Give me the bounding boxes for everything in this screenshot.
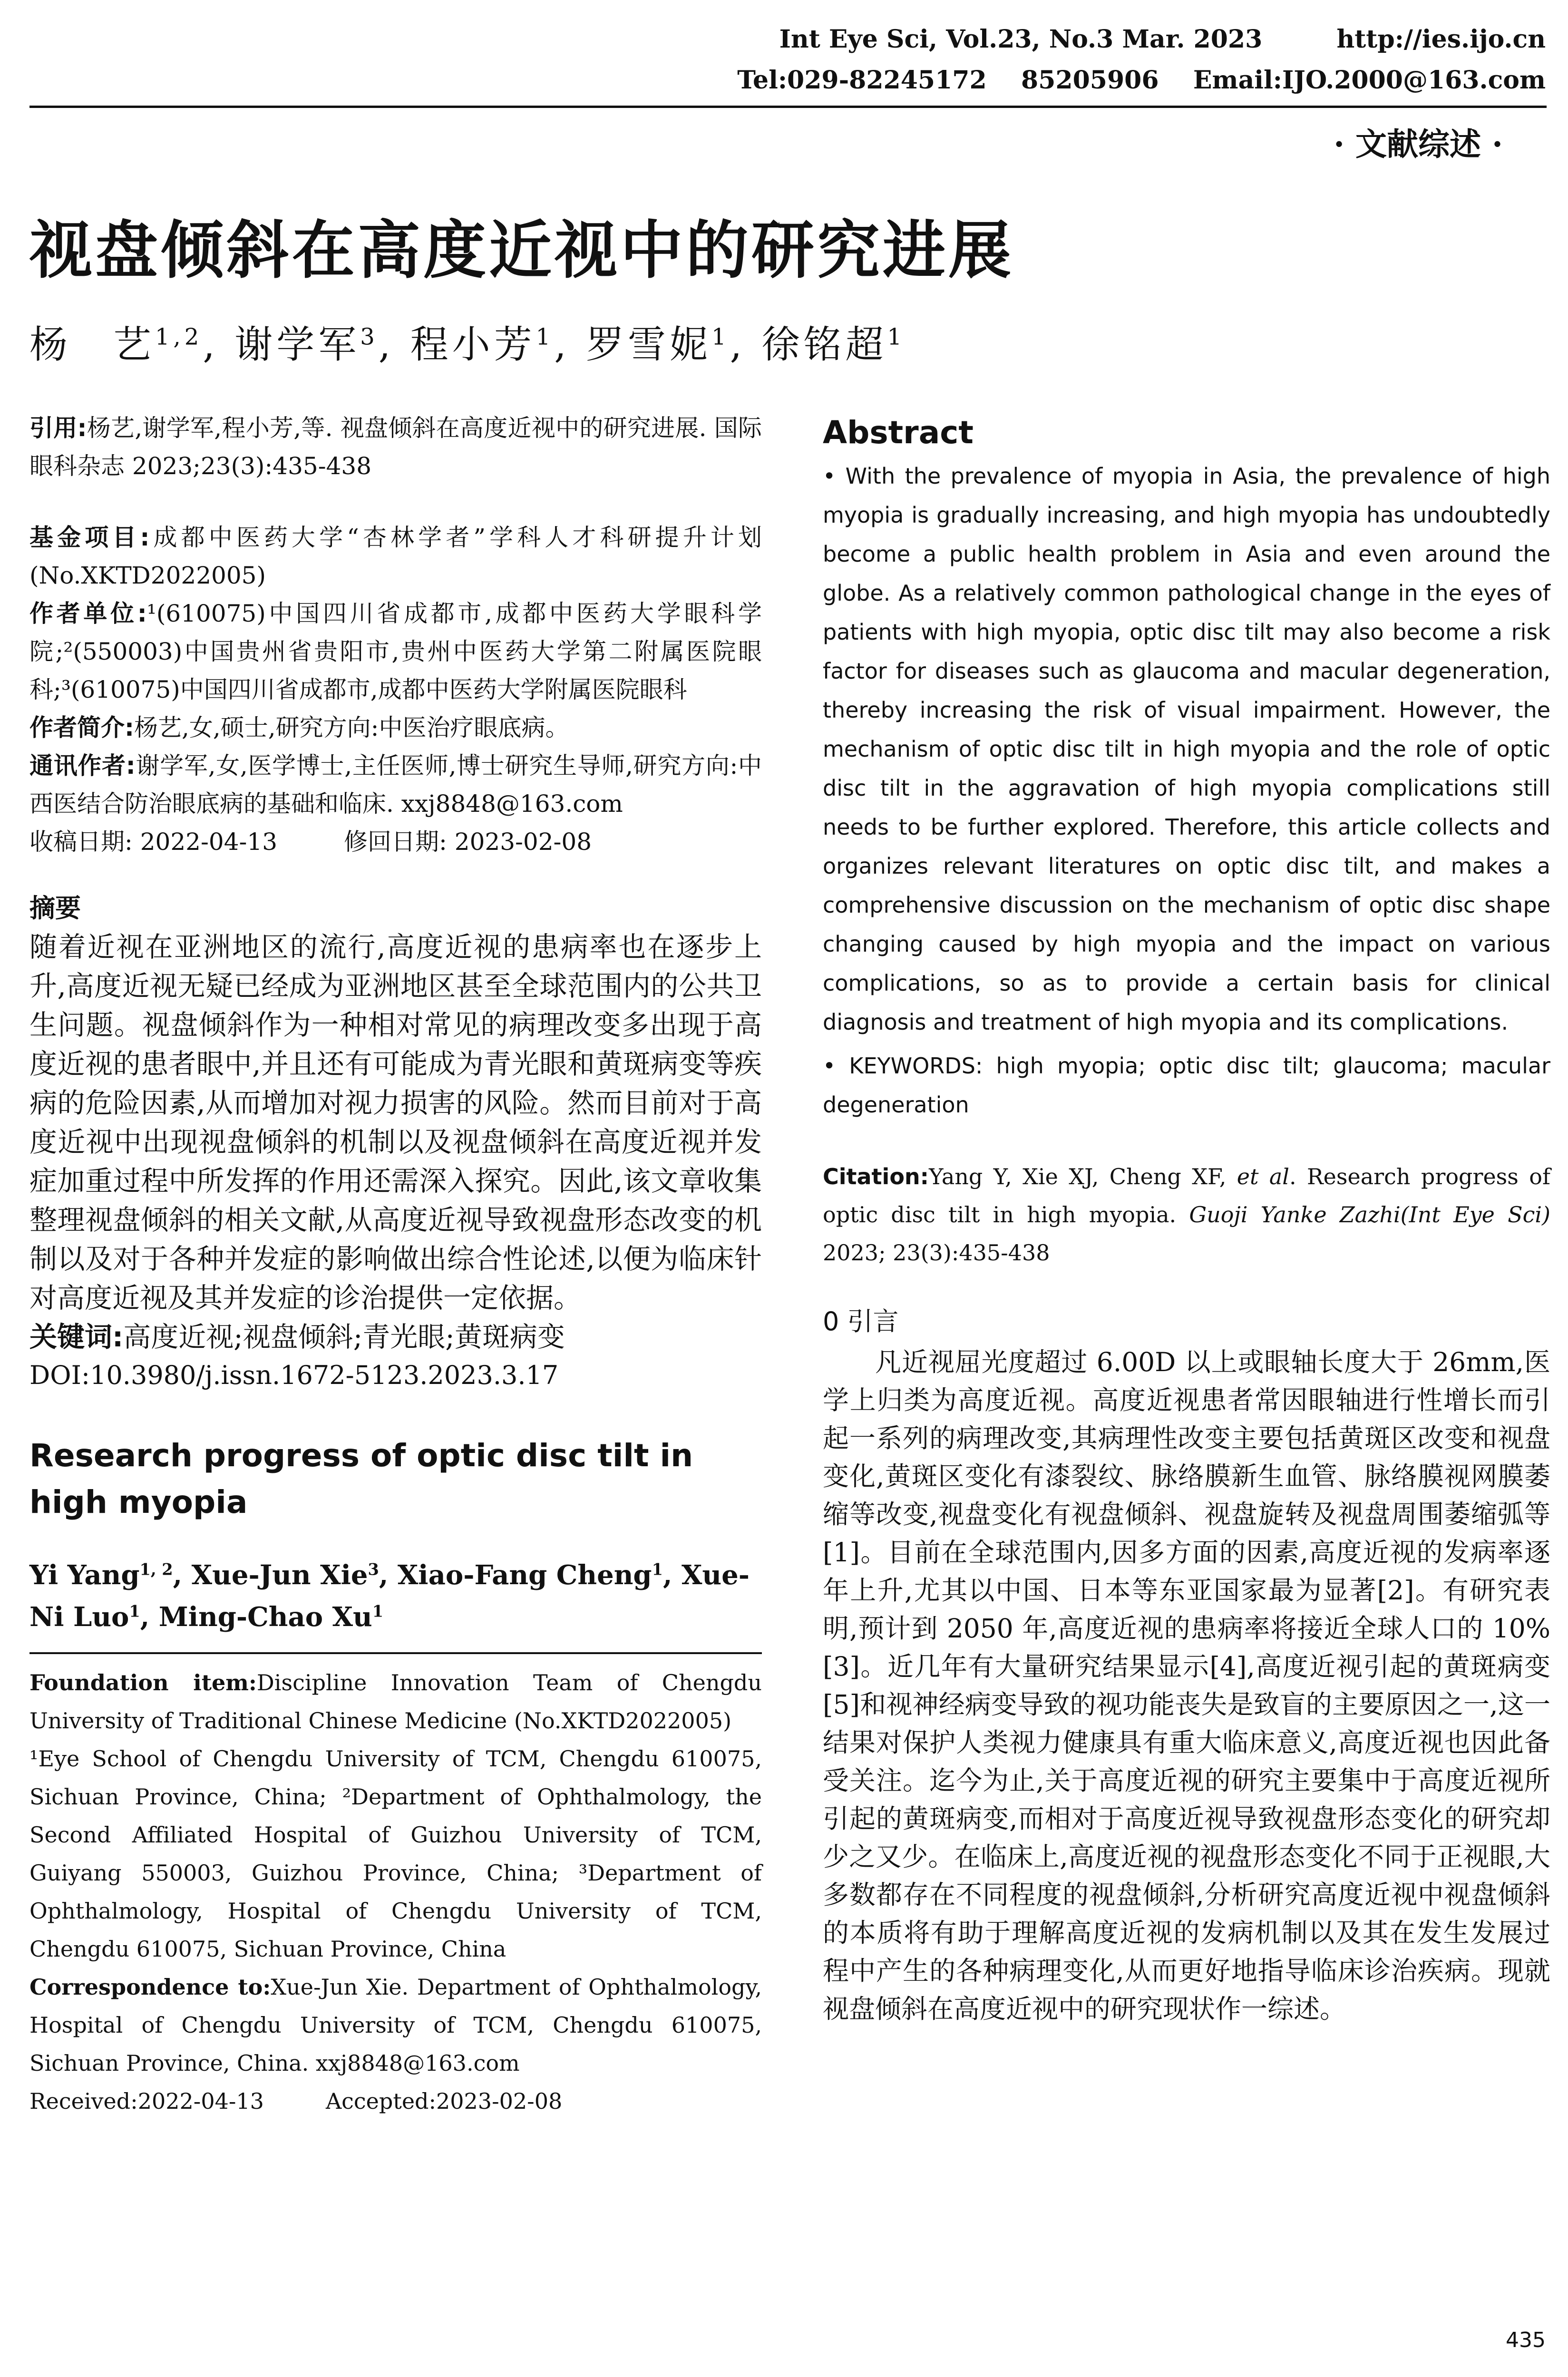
title-en: Research progress of optic disc tilt in high myopia bbox=[29, 1437, 693, 1520]
keywords-en: • KEYWORDS: high myopia; optic disc tilt; glaucoma; macular degeneration bbox=[823, 1053, 1550, 1118]
citation-en: Citation:Yang Y, Xie XJ, Cheng XF, et al. Research progress of optic disc tilt in high myopia. Guoji Yanke Zazhi(Int Eye Sci) 2023; 23(3):435-438 bbox=[823, 1164, 1551, 1266]
foundation-en: Foundation item:Discipline Innovation Team of Chengdu University of Traditional Chinese Medicine (No.XKTD2022005) bbox=[29, 1670, 762, 1734]
dates-en: Received:2022-04-13 Accepted:2023-02-08 bbox=[29, 2088, 563, 2114]
left-column bbox=[29, 409, 762, 2120]
keywords-cn: 关键词:高度近视;视盘倾斜;青光眼;黄斑病变 bbox=[29, 1321, 565, 1353]
corresponding-cn: 通讯作者:谢学军,女,医学博士,主任医师,博士研究生导师,研究方向:中西医结合防治眼底病的基础和临床. xxj8848@163.com bbox=[29, 752, 762, 818]
intro-heading: 0 引言 bbox=[823, 1306, 899, 1336]
affiliation-en: ¹Eye School of Chengdu University of TCM, Chengdu 610075, Sichuan Province, China; ²Department of Ophthalmology, the Second Affiliated Hospital of Guizhou University of TCM, Guiyang 550003, Guizhou Province, China; ³Department of Ophthalmology, Hospital of Chengdu University of TCM, Chengdu 610075, Sichuan Province, China bbox=[29, 1746, 762, 1962]
header-rule bbox=[29, 106, 1547, 108]
doi[interactable]: DOI:10.3980/j.issn.1672-5123.2023.3.17 bbox=[29, 1360, 559, 1390]
page-title: 视盘倾斜在高度近视中的研究进展 bbox=[29, 214, 1014, 287]
journal-header-line bbox=[713, 25, 1546, 54]
fund-info: 基金项目:成都中医药大学“杏林学者”学科人才科研提升计划(No.XKTD2022005) bbox=[29, 524, 762, 589]
correspondence-en: Correspondence to:Xue-Jun Xie. Department of Ophthalmology, Hospital of Chengdu University of TCM, Chengdu 610075, Sichuan Province, China. xxj8848@163.com bbox=[29, 1974, 762, 2076]
journal-url[interactable]: http://ies.ijo.cn bbox=[1336, 25, 1546, 54]
page-number: 435 bbox=[1506, 2328, 1546, 2352]
journal-contact-line: Tel:029-82245172 85205906 Email:IJO.2000@163.com bbox=[737, 66, 1546, 95]
author-bio: 作者简介:杨艺,女,硕士,研究方向:中医治疗眼底病。 bbox=[29, 714, 569, 741]
affiliation-cn: 作者单位:¹(610075)中国四川省成都市,成都中医药大学眼科学院;²(550003)中国贵州省贵阳市,贵州中医药大学第二附属医院眼科;³(610075)中国四川省成都市,成都中医药大学附属医院眼科 bbox=[29, 600, 762, 703]
author-cn-2: 谢学军$^3$, bbox=[234, 322, 395, 367]
abstract-heading-cn: 摘要 bbox=[29, 893, 81, 923]
author-cn-4: 罗雪妮$^1$, bbox=[586, 322, 746, 367]
author-cn-5: 徐铭超$^1$ bbox=[761, 322, 906, 367]
abstract-heading-en: Abstract bbox=[823, 414, 974, 451]
authors-en: Yi Yang$^{1, 2}$, Xue-Jun Xie$^3$, Xiao-Fang Cheng$^1$, Xue-Ni Luo$^1$, Ming-Chao Xu$^1$ bbox=[29, 1559, 750, 1633]
citation-cn: 引用:杨艺,谢学军,程小芳,等. 视盘倾斜在高度近视中的研究进展. 国际眼科杂志 2023;23(3):435-438 bbox=[29, 414, 762, 480]
intro-text: 凡近视屈光度超过 6.00D 以上或眼轴长度大于 26mm,医学上归类为高度近视。高度近视患者常因眼轴进行性增长而引起一系列的病理改变,其病理性改变主要包括黄斑区改变和视盘变化,黄斑区变化有漆裂纹、脉络膜新生血管、脉络膜视网膜萎缩等改变,视盘变化有视盘倾斜、视盘旋转及视盘周围萎缩弧等[1]。目前在全球范围内,因多方面的因素,高度近视的发病率逐年上升,尤其以中国、日本等东亚国家最为显著[2]。有研究表明,预计到 2050 年,高度近视的患病率将接近全球人口的 10%[3]。近几年有大量研究结果显示[4],高度近视引起的黄斑病变[5]和视神经病变导致的视功能丧失是致盲的主要原因之一,这一结果对保护人类视力健康具有重大临床意义,高度近视也因此备受关注。迄今为止,关于高度近视的研究主要集中于高度近视所引起的黄斑病变,而相对于高度近视导致视盘形态变化的研究却少之又少。在临床上,高度近视的视盘形态变化不同于正视眼,大多数都存在不同程度的视盘倾斜,分析研究高度近视中视盘倾斜的本质将有助于理解高度近视的发病机制以及其在发生发展过程中产生的各种病理变化,从而更好地指导临床诊治疾病。现就视盘倾斜在高度近视中的研究现状作一综述。 bbox=[823, 1347, 1550, 2024]
abstract-cn: 随着近视在亚洲地区的流行,高度近视的患病率也在逐步上升,高度近视无疑已经成为亚洲地区甚至全球范围内的公共卫生问题。视盘倾斜作为一种相对常见的病理改变多出现于高度近视的患者眼中,并且还有可能成为青光眼和黄斑病变等疾病的危险因素,从而增加对视力损害的风险。然而目前对于高度近视中出现视盘倾斜的机制以及视盘倾斜在高度近视并发症加重过程中所发挥的作用还需深入探究。因此,该文章收集整理视盘倾斜的相关文献,从高度近视导致视盘形态改变的机制以及对于各种并发症的影响做出综合性论述,以便为临床针对高度近视及其并发症的诊治提供一定依据。 bbox=[29, 931, 762, 1314]
authors-cn bbox=[29, 314, 906, 369]
journal-info: Int Eye Sci, Vol.23, No.3 Mar. 2023 bbox=[779, 25, 1263, 54]
dates-cn: 收稿日期: 2022-04-13 修回日期: 2023-02-08 bbox=[29, 828, 592, 856]
section-tag: · 文献综述 · bbox=[1334, 126, 1503, 163]
abstract-en: • With the prevalence of myopia in Asia, the prevalence of high myopia is gradually increasing, and high myopia has undoubtedly become a public health problem in Asia and even around the globe. As a relatively common pathological change in the eyes of patients with high myopia, optic disc tilt may also become a risk factor for diseases such as glaucoma and macular degeneration, thereby increasing the risk of visual impairment. However, the mechanism of optic disc tilt in high myopia and the role of optic disc tilt in the aggravation of high myopia complications still needs to be further explored. Therefore, this article collects and organizes relevant literatures on optic disc tilt, and makes a comprehensive discussion on the mechanism of optic disc shape changing caused by high myopia and the impact on various complications, so as to provide a certain basis for clinical diagnosis and treatment of high myopia and its complications. bbox=[823, 463, 1550, 1035]
author-cn-3: 程小芳$^1$, bbox=[410, 322, 570, 367]
right-column bbox=[823, 409, 1550, 2028]
en-info-rule bbox=[29, 1652, 762, 1654]
author-cn-1: 杨 艺$^{1,2}$, bbox=[29, 322, 219, 367]
